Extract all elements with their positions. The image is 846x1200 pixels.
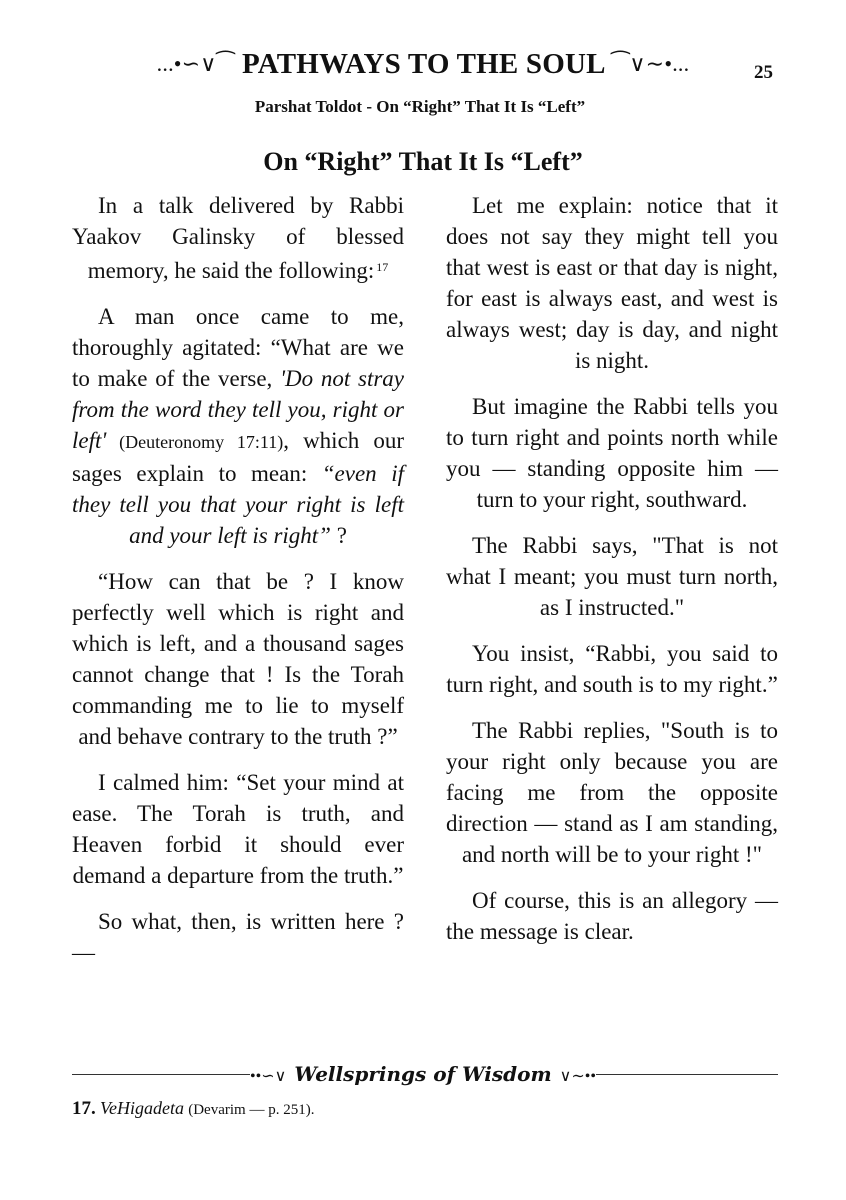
verse-quote: 'Do not stray from the word they tell you, right or left' bbox=[72, 366, 405, 453]
footer-series-title: Wellsprings of Wisdom bbox=[286, 1062, 559, 1086]
footer-ornament-right-icon: ∨∼•• bbox=[559, 1068, 596, 1085]
footnote-ref[interactable]: 17 bbox=[376, 260, 389, 274]
paragraph: The Rabbi replies, "South is to your right only because you are facing me from the opposite direction — stand as I am standing, and north will be to your right !" bbox=[446, 718, 778, 867]
book-title bbox=[128, 48, 718, 81]
footnote bbox=[72, 1098, 314, 1120]
ornament-right-icon: ⁀∨∼•... bbox=[611, 51, 690, 76]
paragraph: You insist, “Rabbi, you said to turn right, and south is to my right.” bbox=[446, 641, 778, 697]
footer-ornament-left-icon: ••∽∨ bbox=[250, 1068, 287, 1085]
paragraph: “How can that be ? I know perfectly well which is right and which is left, and a thousand sages cannot change that ! Is the Torah commanding me to lie to myself and behave contrary to the truth ?” bbox=[72, 569, 404, 749]
paragraph: Let me explain: notice that it does not say they might tell you that west is east or that day is night, for east is always east, and west is always west; day is day, and night is night. bbox=[446, 193, 778, 373]
paragraph: So what, then, is written here ? — bbox=[72, 909, 404, 965]
page-number: 25 bbox=[754, 62, 773, 83]
paragraph: A man once came to me, thoroughly agitated: “What are we to make of the verse, 'Do not stray from the word they tell you, right or left' (Deuteronomy 17:11), which our sages explain to mean: “even if they tell you that your right is left and your left is right” ? bbox=[72, 304, 405, 548]
sages-quote: “even if they tell you that your right is left and your left is right” bbox=[72, 461, 405, 548]
paragraph: But imagine the Rabbi tells you to turn right and points north while you — standing opposite him — turn to your right, southward. bbox=[446, 394, 778, 512]
paragraph: In a talk delivered by Rabbi Yaakov Galinsky of blessed memory, he said the following: $^{17}$ bbox=[72, 193, 404, 283]
footer-label bbox=[0, 1062, 846, 1086]
footnote-number: 17. bbox=[72, 1098, 96, 1119]
paragraph: Of course, this is an allegory — the message is clear. bbox=[446, 888, 778, 944]
section-subtitle: Parshat Toldot - On “Right” That It Is “Left” bbox=[254, 97, 586, 116]
footnote-reference: (Devarim — p. 251). bbox=[188, 1102, 315, 1118]
running-header bbox=[0, 48, 846, 88]
footnote-source: VeHigadeta bbox=[100, 1098, 184, 1118]
ornament-left-icon: ...•∽∨⁀ bbox=[156, 51, 235, 76]
left-column bbox=[72, 190, 404, 983]
article-title: On “Right” That It Is “Left” bbox=[263, 147, 583, 176]
paragraph: The Rabbi says, "That is not what I meant; you must turn north, as I instructed." bbox=[446, 533, 778, 620]
paragraph: I calmed him: “Set your mind at ease. The Torah is truth, and Heaven forbid it should ever demand a departure from the truth.” bbox=[72, 770, 404, 888]
right-column bbox=[446, 190, 778, 962]
verse-citation: (Deuteronomy 17:11) bbox=[106, 432, 284, 452]
book-title-text: PATHWAYS TO THE SOUL bbox=[241, 48, 605, 80]
